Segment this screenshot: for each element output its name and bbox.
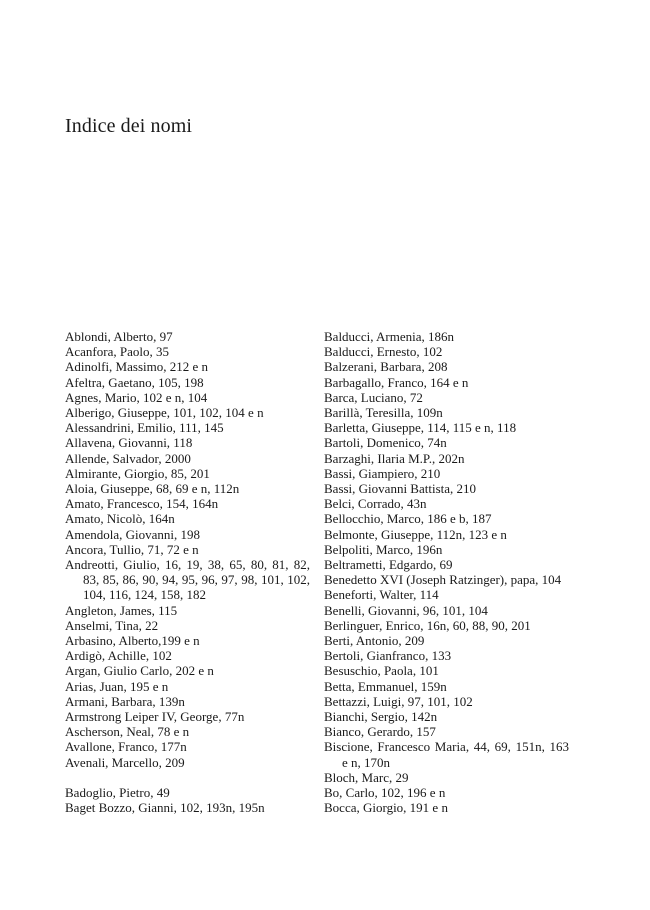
index-entry: Berti, Antonio, 209 <box>324 633 425 649</box>
index-entry: Andreotti, Giulio, 16, 19, 38, 65, 80, 81, 82, 83, 85, 86, 90, 94, 95, 96, 97, 98, 101, 102, 104, 116, 124, 158, 182 <box>65 557 310 603</box>
index-entry: Armani, Barbara, 139n <box>65 693 185 709</box>
index-entry: Armstrong Leiper IV, George, 77n <box>65 709 245 725</box>
index-entry: Belmonte, Giuseppe, 112n, 123 e n <box>324 526 507 542</box>
index-entry: Barletta, Giuseppe, 114, 115 e n, 118 <box>324 420 517 436</box>
index-entry: Acanfora, Paolo, 35 <box>65 344 169 360</box>
index-entry: Avallone, Franco, 177n <box>65 739 187 755</box>
index-entry: Alberigo, Giuseppe, 101, 102, 104 e n <box>65 405 264 421</box>
index-entry: Balducci, Armenia, 186n <box>324 329 454 344</box>
index-entry: Balzerani, Barbara, 208 <box>324 359 448 375</box>
index-column-left <box>65 329 310 815</box>
index-entry: Biscione, Francesco Maria, 44, 69, 151n, 163 e n, 170n <box>324 739 569 770</box>
index-entry: Bettazzi, Luigi, 97, 101, 102 <box>324 693 473 709</box>
index-entry: Bocca, Giorgio, 191 e n <box>324 800 448 816</box>
index-entry: Bo, Carlo, 102, 196 e n <box>324 785 446 801</box>
index-entry: Beltrametti, Edgardo, 69 <box>324 557 453 573</box>
index-entry: Beneforti, Walter, 114 <box>324 587 439 603</box>
index-entry: Baget Bozzo, Gianni, 102, 193n, 195n <box>65 800 265 816</box>
index-entry: Alessandrini, Emilio, 111, 145 <box>65 420 224 436</box>
index-entry: Anselmi, Tina, 22 <box>65 617 159 633</box>
index-entry: Barbagallo, Franco, 164 e n <box>324 374 469 390</box>
index-entry: Ascherson, Neal, 78 e n <box>65 724 190 740</box>
index-entry: Bartoli, Domenico, 74n <box>324 435 447 451</box>
index-entry: Argan, Giulio Carlo, 202 e n <box>65 663 214 679</box>
index-entry: Barillà, Teresilla, 109n <box>324 405 443 421</box>
index-entry: Agnes, Mario, 102 e n, 104 <box>65 389 208 405</box>
index-entry: Bertoli, Gianfranco, 133 <box>324 648 452 664</box>
index-entry: Afeltra, Gaetano, 105, 198 <box>65 374 204 390</box>
index-entry: Bianco, Gerardo, 157 <box>324 724 436 740</box>
index-entry: Benelli, Giovanni, 96, 101, 104 <box>324 602 488 618</box>
index-entry: Barca, Luciano, 72 <box>324 389 423 405</box>
index-entry: Allende, Salvador, 2000 <box>65 450 191 466</box>
index-entry: Almirante, Giorgio, 85, 201 <box>65 465 210 481</box>
index-entry: Balducci, Ernesto, 102 <box>324 344 443 360</box>
index-entry: Amato, Nicolò, 164n <box>65 511 175 527</box>
index-entry: Ancora, Tullio, 71, 72 e n <box>65 541 199 557</box>
index-entry: Badoglio, Pietro, 49 <box>65 785 170 801</box>
index-entry: Amendola, Giovanni, 198 <box>65 526 201 542</box>
index-entry: Ablondi, Alberto, 97 <box>65 329 173 344</box>
index-entry: Belci, Corrado, 43n <box>324 496 427 512</box>
index-entry: Angleton, James, 115 <box>65 602 178 618</box>
index-entry: Benedetto XVI (Joseph Ratzinger), papa, 104 <box>324 572 562 588</box>
page-title: Indice dei nomi <box>65 115 193 137</box>
index-entry: Bassi, Giovanni Battista, 210 <box>324 481 477 497</box>
index-column-right <box>324 329 569 816</box>
index-entry: Adinolfi, Massimo, 212 e n <box>65 359 208 375</box>
index-entry: Betta, Emmanuel, 159n <box>324 678 447 694</box>
index-entry: Bassi, Giampiero, 210 <box>324 465 441 481</box>
index-entry: Bellocchio, Marco, 186 e b, 187 <box>324 511 492 527</box>
index-entry: Amato, Francesco, 154, 164n <box>65 496 219 512</box>
index-entry: Barzaghi, Ilaria M.P., 202n <box>324 450 465 466</box>
index-entry: Besuschio, Paola, 101 <box>324 663 439 679</box>
index-entry: Belpoliti, Marco, 196n <box>324 541 443 557</box>
index-entry: Aloia, Giuseppe, 68, 69 e n, 112n <box>65 481 240 497</box>
index-entry: Arias, Juan, 195 e n <box>65 678 169 694</box>
index-entry: Allavena, Giovanni, 118 <box>65 435 193 451</box>
index-entry: Bianchi, Sergio, 142n <box>324 709 438 725</box>
index-entry: Arbasino, Alberto,199 e n <box>65 633 200 649</box>
index-entry: Avenali, Marcello, 209 <box>65 754 185 770</box>
index-entry: Bloch, Marc, 29 <box>324 769 409 785</box>
index-entry: Ardigò, Achille, 102 <box>65 648 172 664</box>
index-entry: Berlinguer, Enrico, 16n, 60, 88, 90, 201 <box>324 617 531 633</box>
